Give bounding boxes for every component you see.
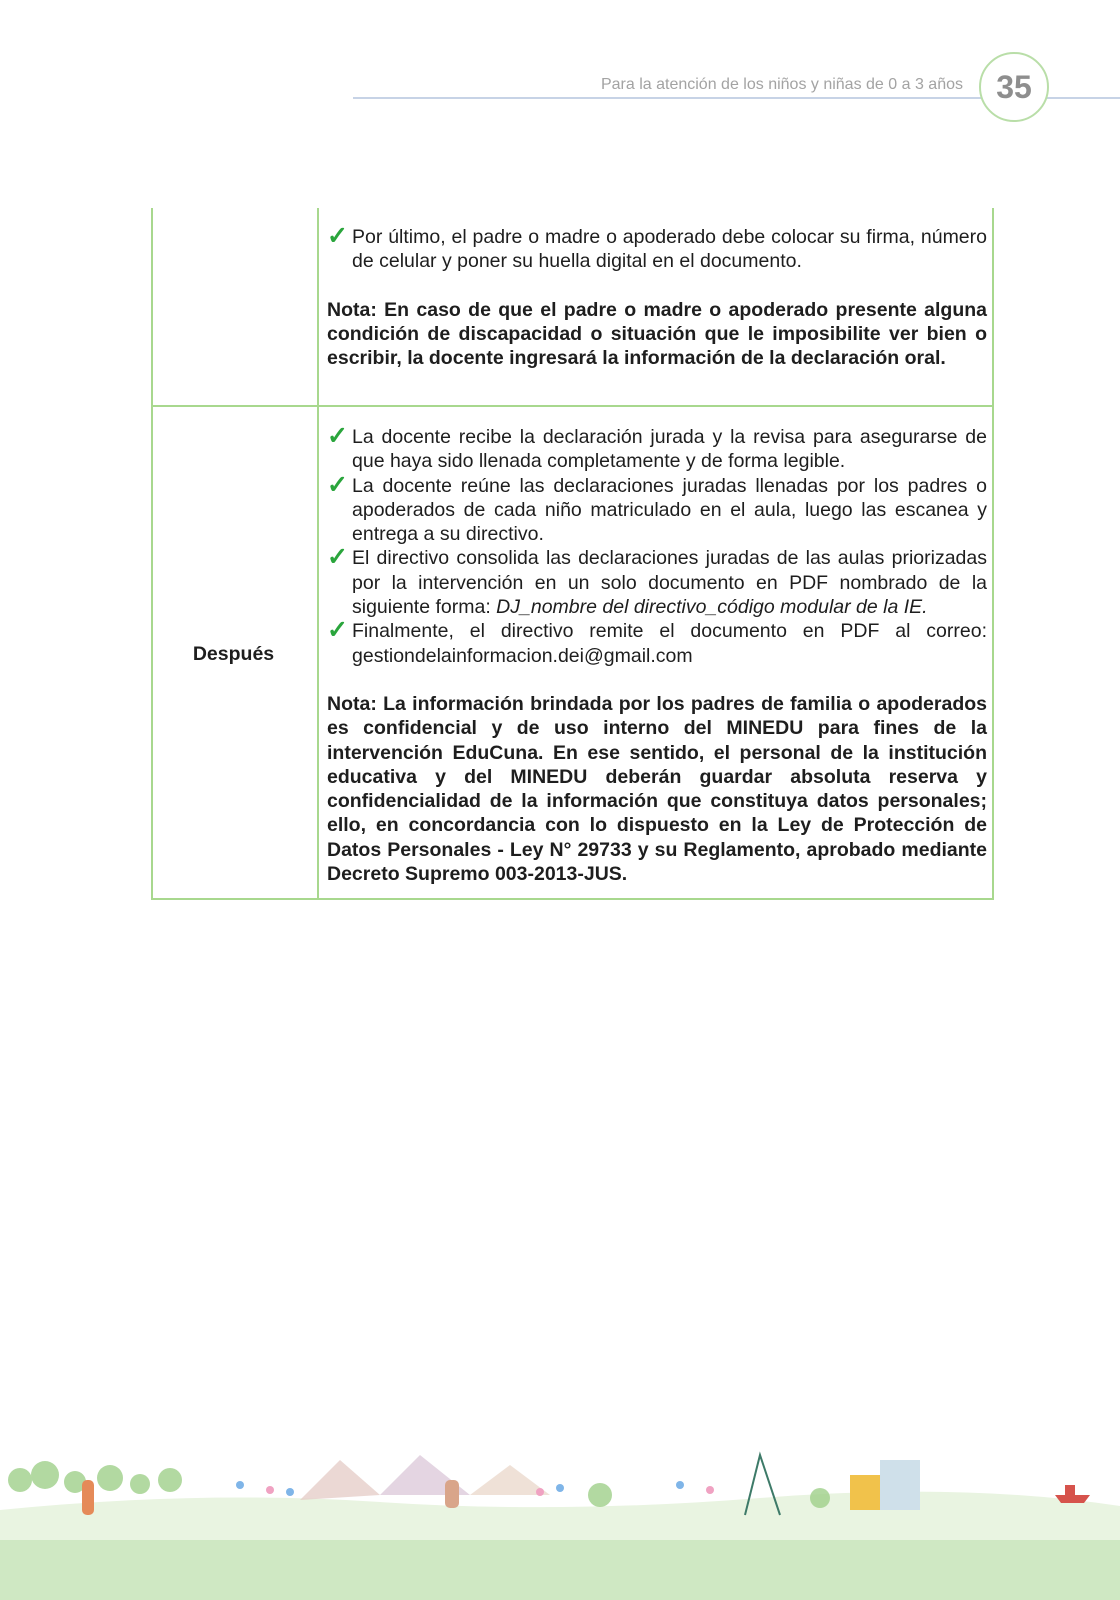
table-border-right <box>992 208 994 900</box>
check-icon: ✓ <box>327 616 348 645</box>
row2-content <box>327 422 987 886</box>
check-icon: ✓ <box>327 470 348 499</box>
running-title: Para la atención de los niños y niñas de 0 a 3 años <box>600 76 963 93</box>
row1-note: Nota: En caso de que el padre o madre o apoderado presente alguna condición de discapacidad o situación que le imposibilite ver bien o escribir, la docente ingresará la información de la declaración oral. <box>327 298 987 370</box>
list-item-text: El directivo consolida las declaraciones juradas de las aulas priorizadas por la intervención en un solo documento en PDF nombrado de la siguiente forma: DJ_nombre del directivo_código modular de la IE. <box>352 547 987 619</box>
list-item: ✓ La docente recibe la declaración jurada y la revisa para asegurarse de que haya sido llenada completamente y de forma legible. <box>327 422 987 473</box>
filename-pattern: DJ_nombre del directivo_código modular de la IE. <box>496 596 928 619</box>
row1-content <box>327 222 987 370</box>
page-number: 35 <box>979 52 1049 122</box>
procedure-table <box>151 208 994 900</box>
table-column-divider <box>317 208 319 900</box>
table-row-divider <box>151 405 994 407</box>
table-border-bottom <box>151 898 994 900</box>
list-item: ✓ La docente reúne las declaraciones juradas llenadas por los padres o apoderados de cada niño matriculado en el aula, luego las escanea y entrega a su directivo. <box>327 470 987 546</box>
row2-note: Nota: La información brindada por los padres de familia o apoderados es confidencial y de uso interno del MINEDU para fines de la intervención EduCuna. En ese sentido, el personal de la institución educativa y del MINEDU deberán guardar absoluta reserva y confidencialidad de la información que constituya datos personales; ello, en concordancia con lo dispuesto en la Ley de Protección de Datos Personales - Ley N° 29733 y su Reglamento, aprobado mediante Decreto Supremo 003-2013-JUS. <box>327 692 987 886</box>
check-icon: ✓ <box>327 543 348 572</box>
table-border-left <box>151 208 153 900</box>
check-icon: ✓ <box>327 222 348 250</box>
list-item: ✓ Por último, el padre o madre o apoderado debe colocar su firma, número de celular y poner su huella digital en el documento. <box>327 222 987 273</box>
row2-label: Después <box>192 643 275 665</box>
landscape-illustration <box>0 1440 1120 1600</box>
list-item <box>327 543 987 619</box>
check-icon: ✓ <box>327 422 348 450</box>
list-item: ✓ Finalmente, el directivo remite el documento en PDF al correo: gestiondelainformacion.dei@gmail.com <box>327 616 987 667</box>
